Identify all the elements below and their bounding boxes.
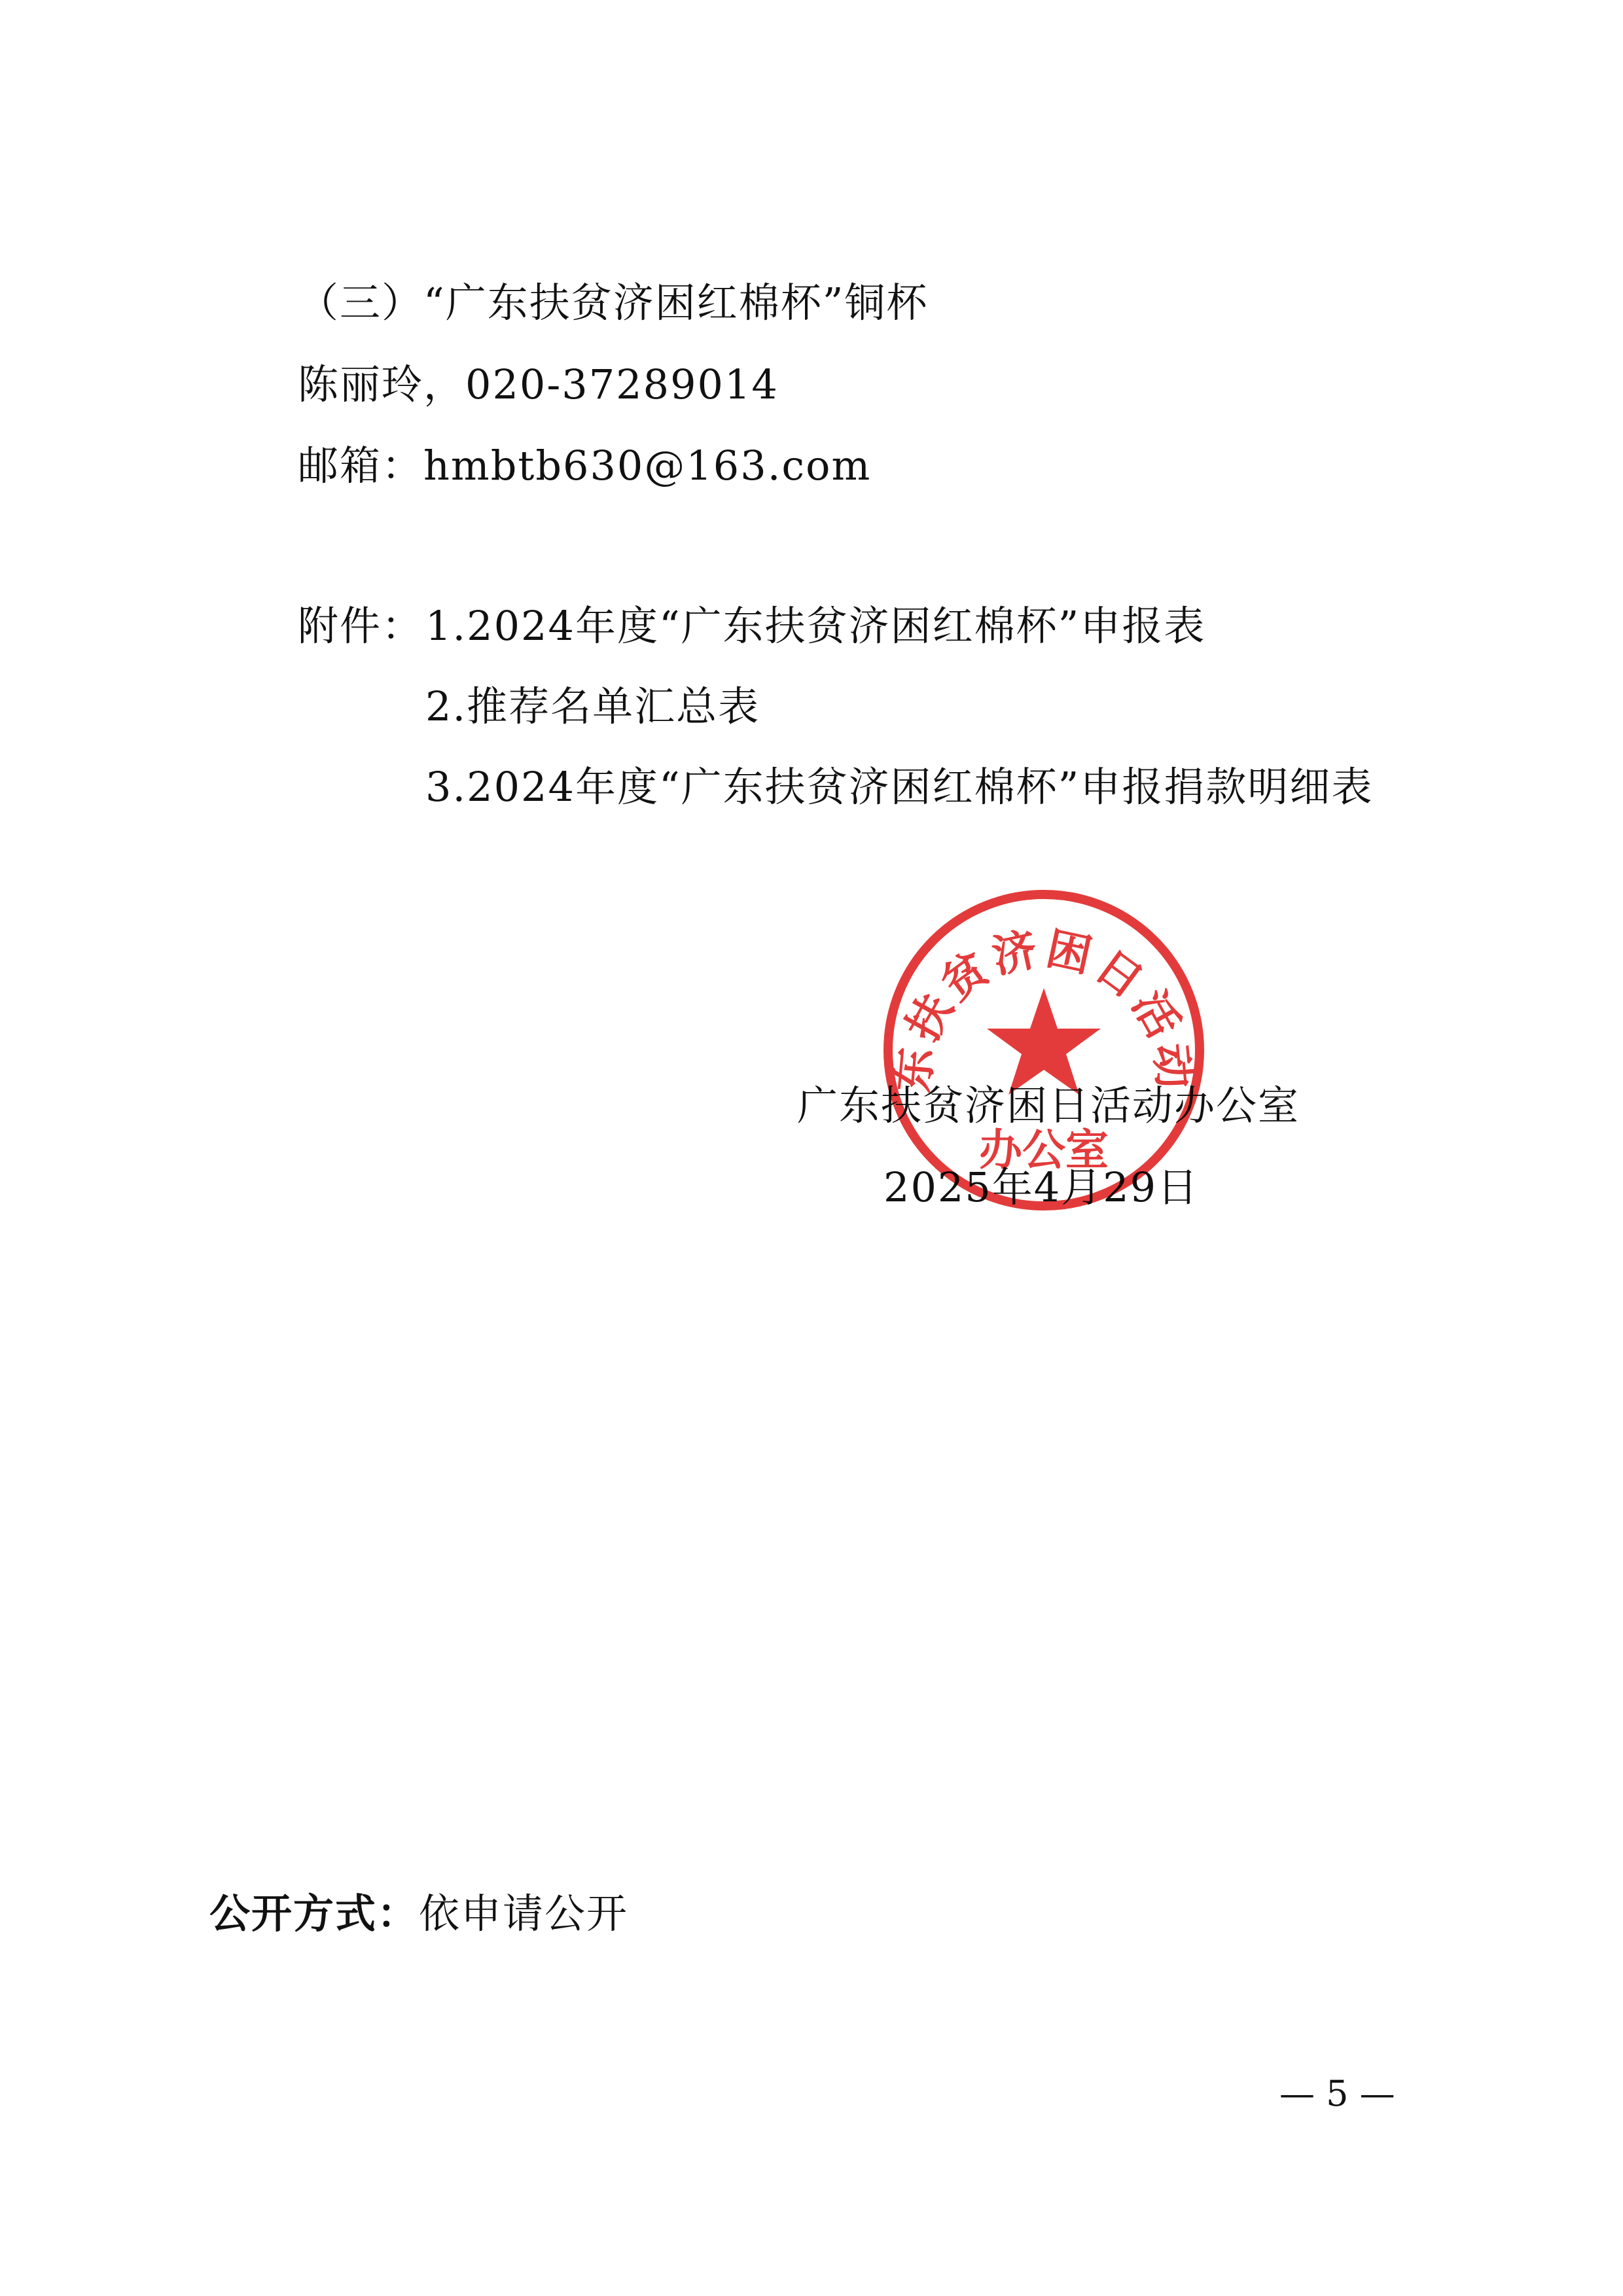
attachment-item: 1.2024年度“广东扶贫济困红棉杯”申报表: [425, 602, 1206, 650]
signature-office: 广东扶贫济困日活动办公室: [797, 1082, 1300, 1129]
attachments-label: 附件：: [298, 602, 424, 650]
email-line: 邮箱：hmbtb630@163.com: [298, 442, 872, 489]
disclosure-line: [209, 1888, 628, 1940]
seal-arc-text: 东扶贫济困日活动: [886, 922, 1202, 1095]
attachment-item: 3.2024年度“广东扶贫济困红棉杯”申报捐款明细表: [425, 763, 1374, 811]
page-number: — 5 —: [1279, 2073, 1395, 2114]
signature-date: 2025年4月29日: [883, 1163, 1200, 1211]
attachment-item: 2.推荐名单汇总表: [425, 682, 760, 730]
disclosure-label: 公开方式：: [209, 1890, 419, 1937]
seal-bottom-text: 办公室: [979, 1124, 1109, 1175]
official-seal: [877, 883, 1211, 1217]
section-heading: （三）“广东扶贫济困红棉杯”铜杯: [298, 279, 929, 327]
contact-line: 陈丽玲，020-37289014: [298, 361, 779, 408]
seal-star-icon: [987, 988, 1101, 1095]
disclosure-value: 依申请公开: [419, 1890, 629, 1937]
